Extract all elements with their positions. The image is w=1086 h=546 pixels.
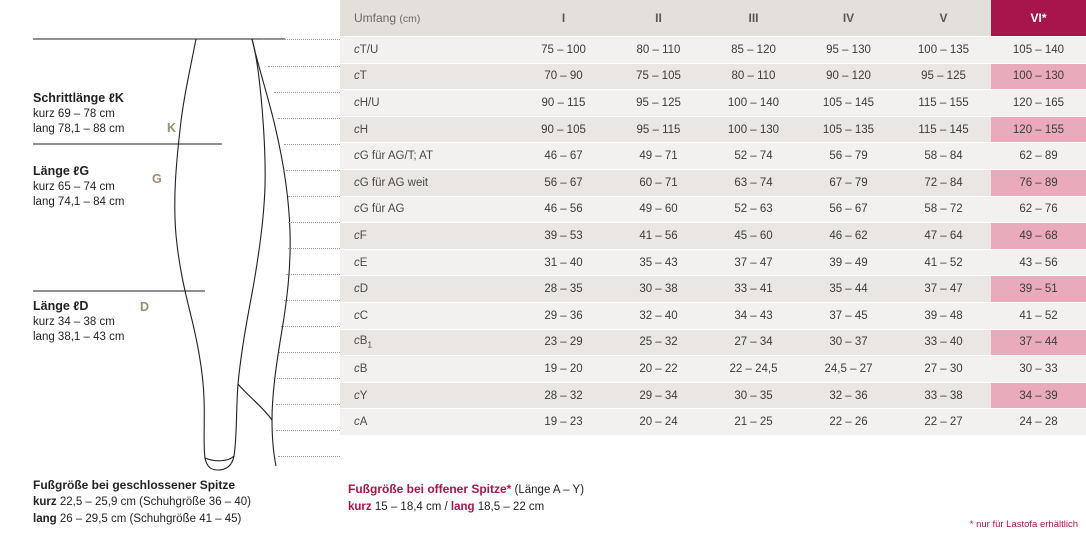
footnote-open-kurz-value: 15 – 18,4 cm / <box>371 501 451 514</box>
row-label-text: G für AG weit <box>359 176 429 189</box>
star-footnote: * nur für Lastofa erhältlich <box>969 519 1078 530</box>
table-row <box>340 409 1086 436</box>
table-cell: 100 – 130 <box>991 63 1086 90</box>
table-cell: 90 – 115 <box>516 90 611 117</box>
table-cell: 75 – 100 <box>516 37 611 64</box>
row-label <box>340 196 516 223</box>
table-cell: 30 – 33 <box>991 356 1086 383</box>
row-label-text: B <box>359 362 368 375</box>
table-cell: 28 – 32 <box>516 382 611 409</box>
table-cell: 23 – 29 <box>516 329 611 356</box>
row-label <box>340 302 516 329</box>
row-label <box>340 116 516 143</box>
row-label-text: G für AG <box>359 203 405 216</box>
table-cell: 37 – 44 <box>991 329 1086 356</box>
table-row <box>340 276 1086 303</box>
measure-block-schrittlaenge <box>33 90 124 138</box>
connector-B <box>279 352 340 353</box>
row-label <box>340 143 516 170</box>
table-head <box>340 0 1086 37</box>
row-label-text: T/U <box>359 43 379 56</box>
table-cell: 95 – 125 <box>611 90 706 117</box>
measure-row-k-lang: lang 78,1 – 88 cm <box>33 123 125 136</box>
table-cell: 58 – 84 <box>896 143 991 170</box>
measure-row-k-kurz: kurz 69 – 78 cm <box>33 107 115 120</box>
row-label <box>340 409 516 436</box>
table-row <box>340 90 1086 117</box>
table-cell: 100 – 130 <box>706 116 801 143</box>
table-cell: 70 – 90 <box>516 63 611 90</box>
table-row <box>340 249 1086 276</box>
row-label <box>340 90 516 117</box>
row-label-prefix: c <box>354 389 360 402</box>
table-cell: 115 – 145 <box>896 116 991 143</box>
table-cell: 49 – 71 <box>611 143 706 170</box>
connector-extra-1 <box>276 430 340 431</box>
leg-letter-g: G <box>152 172 162 186</box>
measure-row-d-kurz: kurz 34 – 38 cm <box>33 315 115 328</box>
table-row <box>340 302 1086 329</box>
measure-row-g-kurz: kurz 65 – 74 cm <box>33 180 115 193</box>
table-cell: 95 – 125 <box>896 63 991 90</box>
table-cell: 105 – 145 <box>801 90 896 117</box>
table-cell: 56 – 79 <box>801 143 896 170</box>
table-row <box>340 356 1086 383</box>
table-cell: 22 – 26 <box>801 409 896 436</box>
row-label-prefix: c <box>354 256 360 269</box>
row-label-prefix: c <box>354 176 360 189</box>
connector-C <box>284 300 340 301</box>
table-cell: 46 – 62 <box>801 223 896 250</box>
table-cell: 32 – 40 <box>611 302 706 329</box>
table-row <box>340 196 1086 223</box>
table-cell: 105 – 140 <box>991 37 1086 64</box>
size-table-container <box>340 0 1086 436</box>
table-cell: 19 – 20 <box>516 356 611 383</box>
row-label <box>340 276 516 303</box>
footnote-kurz-value: 22,5 – 25,9 cm (Schuhgröße 36 – 40) <box>56 496 251 509</box>
footnote-closed-toe <box>33 477 333 528</box>
row-label-prefix: c <box>354 150 360 163</box>
measure-title-d: Länge ℓD <box>33 299 89 313</box>
footnote-open-toe-rest: (Länge A – Y) <box>511 484 585 496</box>
table-cell: 22 – 27 <box>896 409 991 436</box>
row-label-text: B <box>359 335 368 348</box>
connector-H <box>278 118 340 119</box>
row-label-text: E <box>359 256 368 269</box>
size-table <box>340 0 1086 436</box>
row-label <box>340 223 516 250</box>
footnote-closed-toe-kurz <box>33 494 333 511</box>
table-cell: 72 – 84 <box>896 169 991 196</box>
row-label-prefix: c <box>354 96 360 109</box>
table-cell: 67 – 79 <box>801 169 896 196</box>
table-cell: 27 – 34 <box>706 329 801 356</box>
table-cell: 120 – 165 <box>991 90 1086 117</box>
table-row <box>340 63 1086 90</box>
table-cell: 37 – 47 <box>896 276 991 303</box>
table-cell: 43 – 56 <box>991 249 1086 276</box>
table-cell: 22 – 24,5 <box>706 356 801 383</box>
row-label <box>340 63 516 90</box>
connector-H-U <box>274 92 340 93</box>
connector-G-AGT <box>284 144 340 145</box>
row-label <box>340 169 516 196</box>
connector-F <box>288 222 340 223</box>
row-label-prefix: c <box>354 335 360 348</box>
header-col-4: IV <box>801 0 896 37</box>
table-cell: 100 – 135 <box>896 37 991 64</box>
table-cell: 56 – 67 <box>516 169 611 196</box>
table-cell: 62 – 76 <box>991 196 1086 223</box>
table-cell: 80 – 110 <box>611 37 706 64</box>
row-label-prefix: c <box>354 362 360 375</box>
table-cell: 90 – 120 <box>801 63 896 90</box>
measure-title-g: Länge ℓG <box>33 164 90 178</box>
row-label-text: D <box>359 283 369 296</box>
row-label <box>340 382 516 409</box>
table-cell: 37 – 45 <box>801 302 896 329</box>
table-cell: 56 – 67 <box>801 196 896 223</box>
measure-block-laenge-g <box>33 163 124 211</box>
table-cell: 19 – 23 <box>516 409 611 436</box>
row-label-text: T <box>359 70 367 83</box>
connector-B1 <box>281 326 340 327</box>
table-cell: 41 – 56 <box>611 223 706 250</box>
measure-row-g-lang: lang 74,1 – 84 cm <box>33 196 125 209</box>
header-col-6: VI* <box>991 0 1086 37</box>
row-label-prefix: c <box>354 229 360 242</box>
table-cell: 33 – 40 <box>896 329 991 356</box>
connector-Y <box>277 378 340 379</box>
row-label-subscript: 1 <box>367 339 373 350</box>
measure-row-d-lang: lang 38,1 – 43 cm <box>33 331 125 344</box>
table-cell: 29 – 34 <box>611 382 706 409</box>
table-cell: 35 – 43 <box>611 249 706 276</box>
row-label-text: H/U <box>359 96 380 109</box>
row-label-prefix: c <box>354 283 360 296</box>
table-cell: 30 – 37 <box>801 329 896 356</box>
table-cell: 41 – 52 <box>896 249 991 276</box>
header-col-5: V <box>896 0 991 37</box>
footnote-kurz-label: kurz <box>33 496 57 509</box>
footnote-open-lang-value: 18,5 – 22 cm <box>474 501 545 514</box>
table-body <box>340 37 1086 436</box>
row-label-prefix: c <box>354 203 360 216</box>
row-label-prefix: c <box>354 70 360 83</box>
leg-diagram-panel <box>0 0 340 546</box>
header-umfang-unit: (cm) <box>399 13 421 25</box>
header-col-1: I <box>516 0 611 37</box>
table-cell: 41 – 52 <box>991 302 1086 329</box>
table-cell: 33 – 41 <box>706 276 801 303</box>
table-cell: 95 – 115 <box>611 116 706 143</box>
table-cell: 75 – 105 <box>611 63 706 90</box>
table-cell: 95 – 130 <box>801 37 896 64</box>
header-umfang-label: Umfang <box>354 11 397 25</box>
row-label-prefix: c <box>354 123 360 136</box>
table-cell: 39 – 53 <box>516 223 611 250</box>
table-cell: 30 – 35 <box>706 382 801 409</box>
table-cell: 21 – 25 <box>706 409 801 436</box>
table-row <box>340 329 1086 356</box>
table-cell: 39 – 48 <box>896 302 991 329</box>
footnote-open-toe-lengths <box>348 499 778 516</box>
table-cell: 35 – 44 <box>801 276 896 303</box>
row-label-prefix: c <box>354 309 360 322</box>
table-cell: 29 – 36 <box>516 302 611 329</box>
row-label-text: C <box>359 309 369 322</box>
table-cell: 39 – 51 <box>991 276 1086 303</box>
table-cell: 46 – 56 <box>516 196 611 223</box>
table-cell: 52 – 74 <box>706 143 801 170</box>
row-label-text: G für AG/T; AT <box>359 150 434 163</box>
table-cell: 62 – 89 <box>991 143 1086 170</box>
footnote-closed-toe-lang <box>33 511 333 528</box>
table-header-row <box>340 0 1086 37</box>
row-label <box>340 249 516 276</box>
table-cell: 120 – 155 <box>991 116 1086 143</box>
table-row <box>340 223 1086 250</box>
connector-E <box>288 248 340 249</box>
table-cell: 100 – 140 <box>706 90 801 117</box>
connector-G <box>288 196 340 197</box>
row-label <box>340 356 516 383</box>
header-col-3: III <box>706 0 801 37</box>
table-row <box>340 37 1086 64</box>
row-label-text: F <box>359 229 367 242</box>
row-label-prefix: c <box>354 43 360 56</box>
leg-letter-d: D <box>140 300 150 314</box>
footnote-open-toe-bold: Fußgröße bei offener Spitze* <box>348 482 512 496</box>
table-cell: 33 – 38 <box>896 382 991 409</box>
table-cell: 20 – 24 <box>611 409 706 436</box>
table-cell: 90 – 105 <box>516 116 611 143</box>
footnote-lang-label: lang <box>33 513 57 526</box>
table-cell: 34 – 39 <box>991 382 1086 409</box>
footnote-lang-value: 26 – 29,5 cm (Schuhgröße 41 – 45) <box>56 513 242 526</box>
row-label-prefix: c <box>354 416 360 429</box>
row-label-text: Y <box>359 389 368 402</box>
measure-title-k: Schrittlänge ℓK <box>33 91 124 105</box>
row-label <box>340 329 516 356</box>
leg-illustration <box>0 0 340 546</box>
table-cell: 31 – 40 <box>516 249 611 276</box>
footnote-open-lang-label: lang <box>450 501 475 514</box>
table-cell: 49 – 68 <box>991 223 1086 250</box>
table-row <box>340 116 1086 143</box>
header-umfang <box>340 0 516 37</box>
table-cell: 28 – 35 <box>516 276 611 303</box>
footnote-closed-toe-heading: Fußgröße bei geschlossener Spitze <box>33 478 236 492</box>
measure-block-laenge-d <box>33 298 124 346</box>
table-cell: 80 – 110 <box>706 63 801 90</box>
row-label <box>340 37 516 64</box>
table-cell: 76 – 89 <box>991 169 1086 196</box>
header-col-2: II <box>611 0 706 37</box>
table-cell: 32 – 36 <box>801 382 896 409</box>
table-cell: 30 – 38 <box>611 276 706 303</box>
table-cell: 24 – 28 <box>991 409 1086 436</box>
table-cell: 60 – 71 <box>611 169 706 196</box>
table-cell: 85 – 120 <box>706 37 801 64</box>
connector-A <box>276 404 340 405</box>
table-cell: 37 – 47 <box>706 249 801 276</box>
table-row <box>340 143 1086 170</box>
connector-G-weit <box>286 170 340 171</box>
footnote-open-toe-heading <box>348 480 778 499</box>
footnote-open-toe <box>348 480 778 517</box>
table-cell: 24,5 – 27 <box>801 356 896 383</box>
leg-letter-k: K <box>167 121 177 135</box>
row-label-text: H <box>359 123 369 136</box>
table-cell: 39 – 49 <box>801 249 896 276</box>
table-row <box>340 382 1086 409</box>
connector-extra-2 <box>278 456 340 457</box>
connector-T-U <box>262 39 340 40</box>
table-cell: 27 – 30 <box>896 356 991 383</box>
table-cell: 115 – 155 <box>896 90 991 117</box>
footnote-open-kurz-label: kurz <box>348 501 372 514</box>
table-cell: 58 – 72 <box>896 196 991 223</box>
table-row <box>340 169 1086 196</box>
connector-T <box>268 66 340 67</box>
connector-D <box>286 274 340 275</box>
table-cell: 34 – 43 <box>706 302 801 329</box>
table-cell: 20 – 22 <box>611 356 706 383</box>
table-cell: 105 – 135 <box>801 116 896 143</box>
row-label-text: A <box>359 416 368 429</box>
table-cell: 46 – 67 <box>516 143 611 170</box>
table-cell: 47 – 64 <box>896 223 991 250</box>
table-cell: 63 – 74 <box>706 169 801 196</box>
table-cell: 25 – 32 <box>611 329 706 356</box>
table-cell: 49 – 60 <box>611 196 706 223</box>
table-cell: 45 – 60 <box>706 223 801 250</box>
table-cell: 52 – 63 <box>706 196 801 223</box>
